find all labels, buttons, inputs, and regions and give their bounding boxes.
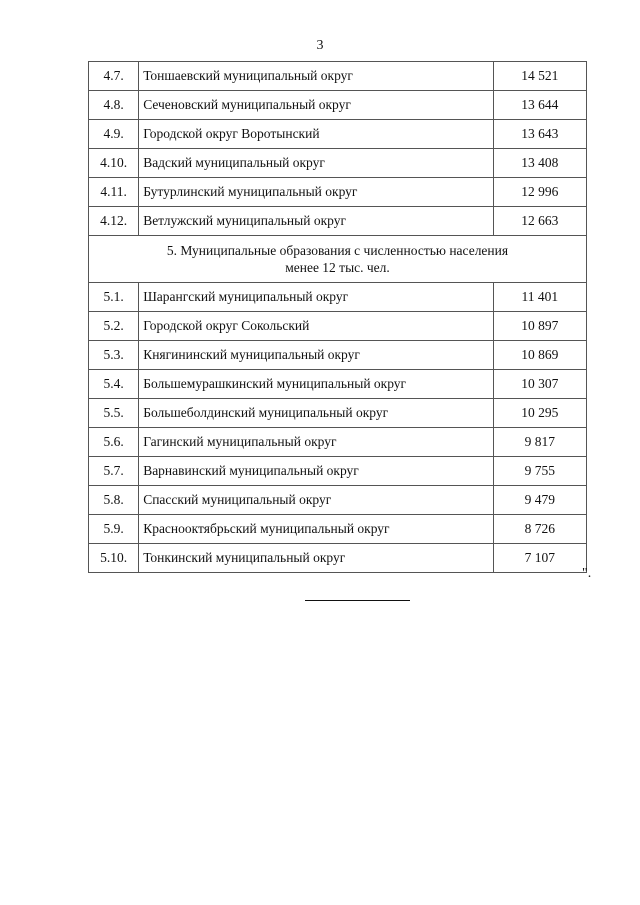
population-value: 10 897 [493, 312, 586, 341]
table-row [89, 312, 587, 341]
table-row [89, 62, 587, 91]
municipality-name: Княгининский муниципальный округ [139, 341, 493, 370]
section-heading-line1: 5. Муниципальные образования с численностью населения [166, 243, 509, 258]
population-value: 9 817 [493, 428, 586, 457]
municipality-name: Большемурашкинский муниципальный округ [139, 370, 493, 399]
municipality-name: Тоншаевский муниципальный округ [139, 62, 493, 91]
row-number: 4.10. [89, 149, 139, 178]
end-separator-line [305, 600, 410, 601]
table-row [89, 149, 587, 178]
row-number: 5.6. [89, 428, 139, 457]
population-value: 10 295 [493, 399, 586, 428]
table-row [89, 207, 587, 236]
population-value: 11 401 [493, 283, 586, 312]
municipality-name: Спасский муниципальный округ [139, 486, 493, 515]
table-row [89, 178, 587, 207]
row-number: 4.11. [89, 178, 139, 207]
row-number: 4.9. [89, 120, 139, 149]
table-row [89, 283, 587, 312]
section-heading-row [89, 236, 587, 283]
row-number: 5.10. [89, 544, 139, 573]
row-number: 4.12. [89, 207, 139, 236]
population-value: 13 408 [493, 149, 586, 178]
row-number: 5.3. [89, 341, 139, 370]
table-row [89, 486, 587, 515]
table-row [89, 370, 587, 399]
row-number: 4.7. [89, 62, 139, 91]
table-row [89, 91, 587, 120]
municipality-name: Сеченовский муниципальный округ [139, 91, 493, 120]
row-number: 5.2. [89, 312, 139, 341]
section-heading [89, 236, 587, 283]
closing-quote: ". [582, 566, 592, 581]
population-value: 13 643 [493, 120, 586, 149]
municipality-name: Варнавинский муниципальный округ [139, 457, 493, 486]
page-number: 3 [316, 38, 324, 53]
row-number: 5.4. [89, 370, 139, 399]
municipality-name: Гагинский муниципальный округ [139, 428, 493, 457]
row-number: 5.9. [89, 515, 139, 544]
row-number: 5.7. [89, 457, 139, 486]
section-heading-line2: менее 12 тыс. чел. [285, 260, 390, 275]
table-row [89, 428, 587, 457]
population-value: 9 755 [493, 457, 586, 486]
table-row [89, 341, 587, 370]
population-value: 12 663 [493, 207, 586, 236]
population-value: 10 307 [493, 370, 586, 399]
municipality-name: Бутурлинский муниципальный округ [139, 178, 493, 207]
municipality-name: Большеболдинский муниципальный округ [139, 399, 493, 428]
municipality-name: Тонкинский муниципальный округ [139, 544, 493, 573]
municipality-name: Ветлужский муниципальный округ [139, 207, 493, 236]
population-value: 12 996 [493, 178, 586, 207]
table-body [89, 62, 587, 573]
row-number: 5.1. [89, 283, 139, 312]
population-value: 13 644 [493, 91, 586, 120]
table-row [89, 544, 587, 573]
row-number: 5.5. [89, 399, 139, 428]
table-row [89, 120, 587, 149]
table-row [89, 457, 587, 486]
municipality-name: Краснооктябрьский муниципальный округ [139, 515, 493, 544]
municipality-name: Шарангский муниципальный округ [139, 283, 493, 312]
row-number: 5.8. [89, 486, 139, 515]
population-value: 14 521 [493, 62, 586, 91]
population-value: 10 869 [493, 341, 586, 370]
population-value: 8 726 [493, 515, 586, 544]
municipality-name: Вадский муниципальный округ [139, 149, 493, 178]
municipalities-table [88, 61, 587, 573]
municipality-name: Городской округ Сокольский [139, 312, 493, 341]
table-row [89, 515, 587, 544]
population-value: 9 479 [493, 486, 586, 515]
population-value: 7 107 [493, 544, 586, 573]
municipality-name: Городской округ Воротынский [139, 120, 493, 149]
table-row [89, 399, 587, 428]
row-number: 4.8. [89, 91, 139, 120]
